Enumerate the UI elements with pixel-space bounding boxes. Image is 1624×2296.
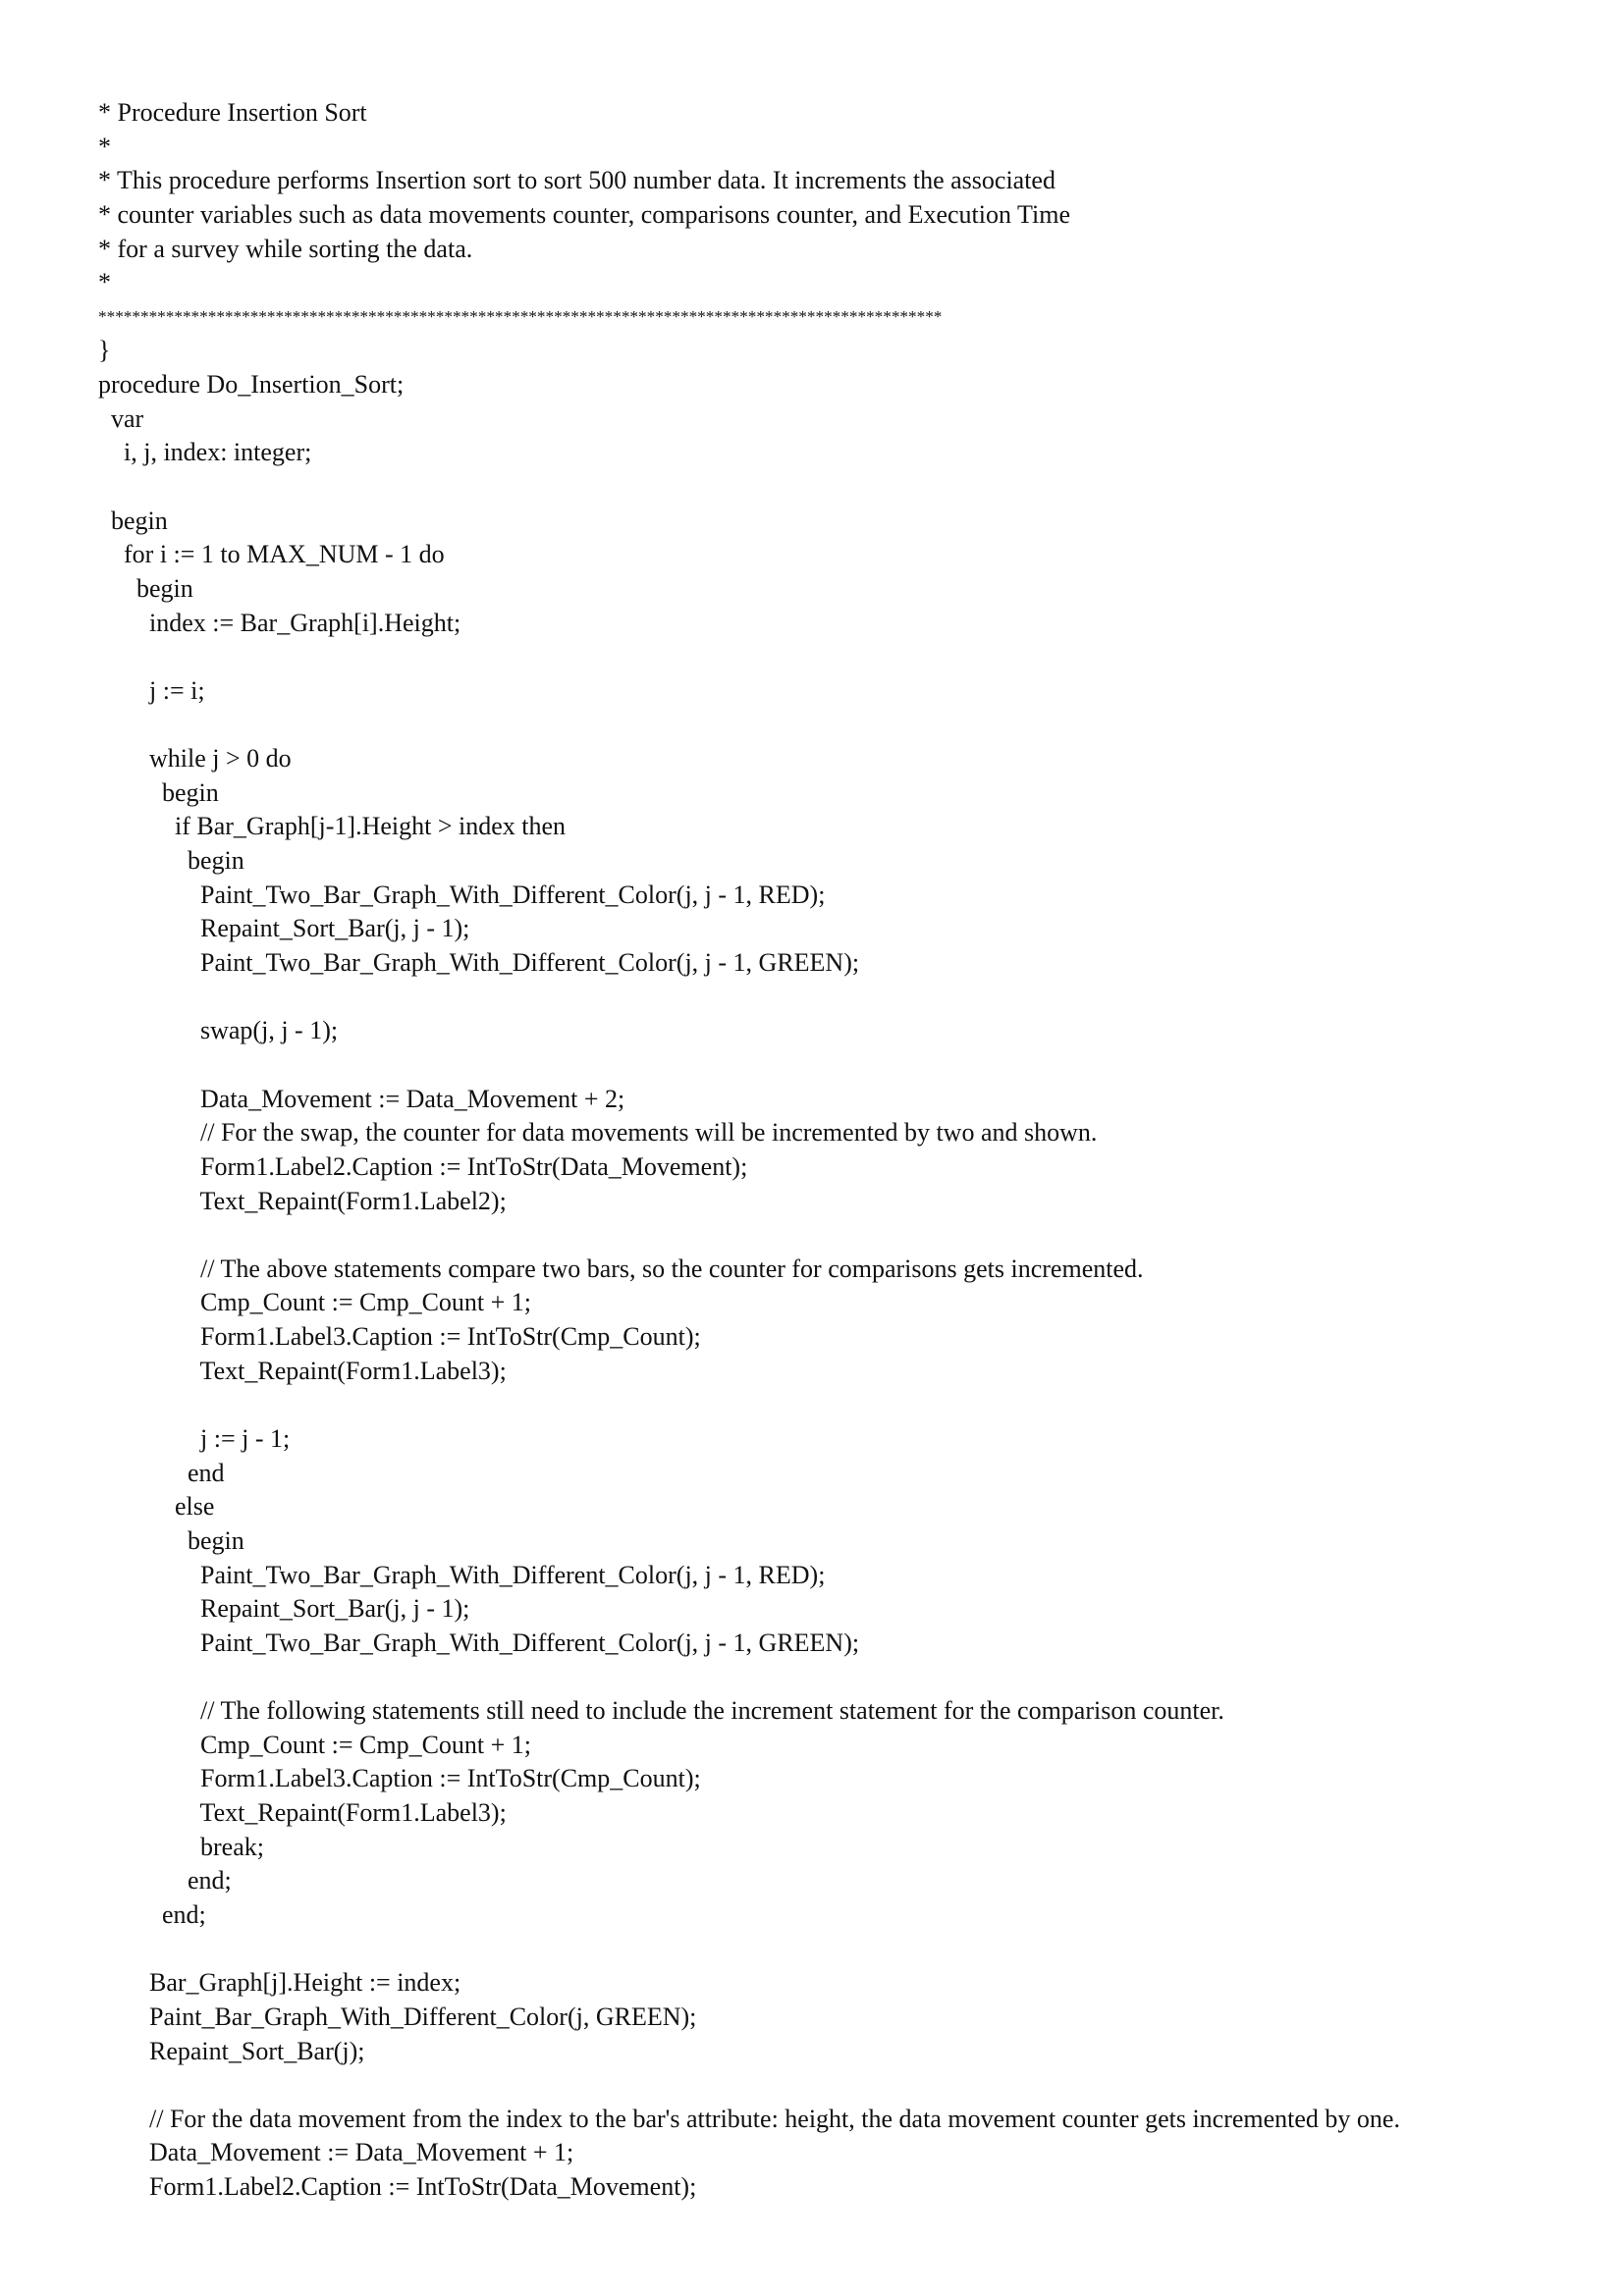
code-line: * This procedure performs Insertion sort to sort 500 number data. It increments the associated [98, 166, 1056, 195]
blank-line [98, 709, 1591, 743]
code-line: for i := 1 to MAX_NUM - 1 do [98, 540, 445, 569]
code-line: Text_Repaint(Form1.Label3); [98, 1356, 507, 1385]
code-line: Repaint_Sort_Bar(j, j - 1); [98, 914, 470, 943]
code-line: Repaint_Sort_Bar(j); [98, 2036, 365, 2065]
code-line: } [98, 336, 111, 365]
code-comment: // For the swap, the counter for data movements will be incremented by two and shown. [98, 1118, 1098, 1148]
code-line: var [98, 403, 144, 433]
code-line: begin [98, 846, 244, 876]
comment-divider: **************************************************************************************************** [98, 306, 943, 326]
code-line: Paint_Bar_Graph_With_Different_Color(j, GREEN); [98, 2002, 697, 2031]
blank-line [98, 1218, 1591, 1253]
code-listing [98, 96, 1591, 2205]
code-line: Form1.Label2.Caption := IntToStr(Data_Movement); [98, 2172, 697, 2202]
code-line: Paint_Two_Bar_Graph_With_Different_Color(j, j - 1, GREEN); [98, 1628, 860, 1657]
code-line: Data_Movement := Data_Movement + 2; [98, 1084, 625, 1113]
code-line: j := j - 1; [98, 1423, 291, 1453]
code-line: * for a survey while sorting the data. [98, 234, 473, 263]
code-line: end [98, 1458, 225, 1487]
blank-line [98, 470, 1591, 505]
code-line: i, j, index: integer; [98, 438, 312, 467]
code-line: begin [98, 777, 219, 807]
blank-line [98, 981, 1591, 1015]
code-comment: // For the data movement from the index to the bar's attribute: height, the data movement counter gets incremented by one. [98, 2104, 1400, 2133]
code-comment: // The following statements still need to include the increment statement for the comparison counter. [98, 1696, 1224, 1726]
code-line: Paint_Two_Bar_Graph_With_Different_Color(j, j - 1, GREEN); [98, 948, 860, 978]
code-line: Data_Movement := Data_Movement + 1; [98, 2138, 574, 2167]
code-line: if Bar_Graph[j-1].Height > index then [98, 812, 567, 841]
code-line: index := Bar_Graph[i].Height; [98, 608, 461, 637]
code-line: Text_Repaint(Form1.Label3); [98, 1798, 507, 1828]
code-comment: // The above statements compare two bars, so the counter for comparisons gets incremented. [98, 1254, 1144, 1283]
code-line: Cmp_Count := Cmp_Count + 1; [98, 1288, 532, 1317]
code-line: end; [98, 1899, 206, 1929]
code-line: * Procedure Insertion Sort [98, 98, 367, 127]
blank-line [98, 2068, 1591, 2103]
blank-line [98, 640, 1591, 674]
code-line: Form1.Label3.Caption := IntToStr(Cmp_Count); [98, 1764, 701, 1793]
code-line: Form1.Label2.Caption := IntToStr(Data_Movement); [98, 1151, 748, 1181]
code-line: Bar_Graph[j].Height := index; [98, 1968, 461, 1998]
code-line: end; [98, 1866, 232, 1896]
code-line: else [98, 1492, 215, 1522]
code-line: Paint_Two_Bar_Graph_With_Different_Color(j, j - 1, RED); [98, 1560, 826, 1589]
blank-line [98, 1048, 1591, 1083]
code-line: j := i; [98, 675, 205, 705]
code-line: Paint_Two_Bar_Graph_With_Different_Color(j, j - 1, RED); [98, 880, 826, 909]
code-line: Form1.Label3.Caption := IntToStr(Cmp_Count); [98, 1322, 701, 1352]
blank-line [98, 1933, 1591, 1967]
blank-line [98, 1388, 1591, 1422]
code-line: break; [98, 1832, 264, 1861]
code-line: Repaint_Sort_Bar(j, j - 1); [98, 1594, 470, 1624]
code-line: begin [98, 1525, 244, 1555]
code-line: * counter variables such as data movements counter, comparisons counter, and Execution Time [98, 199, 1070, 229]
code-line: Cmp_Count := Cmp_Count + 1; [98, 1730, 532, 1759]
blank-line [98, 1660, 1591, 1694]
code-line: while j > 0 do [98, 744, 292, 774]
code-line: swap(j, j - 1); [98, 1016, 339, 1045]
code-line: begin [98, 506, 168, 535]
code-line: * [98, 132, 111, 161]
code-line: * [98, 268, 111, 297]
code-line: begin [98, 573, 193, 603]
procedure-header: procedure Do_Insertion_Sort; [98, 370, 405, 400]
code-line: Text_Repaint(Form1.Label2); [98, 1186, 507, 1215]
